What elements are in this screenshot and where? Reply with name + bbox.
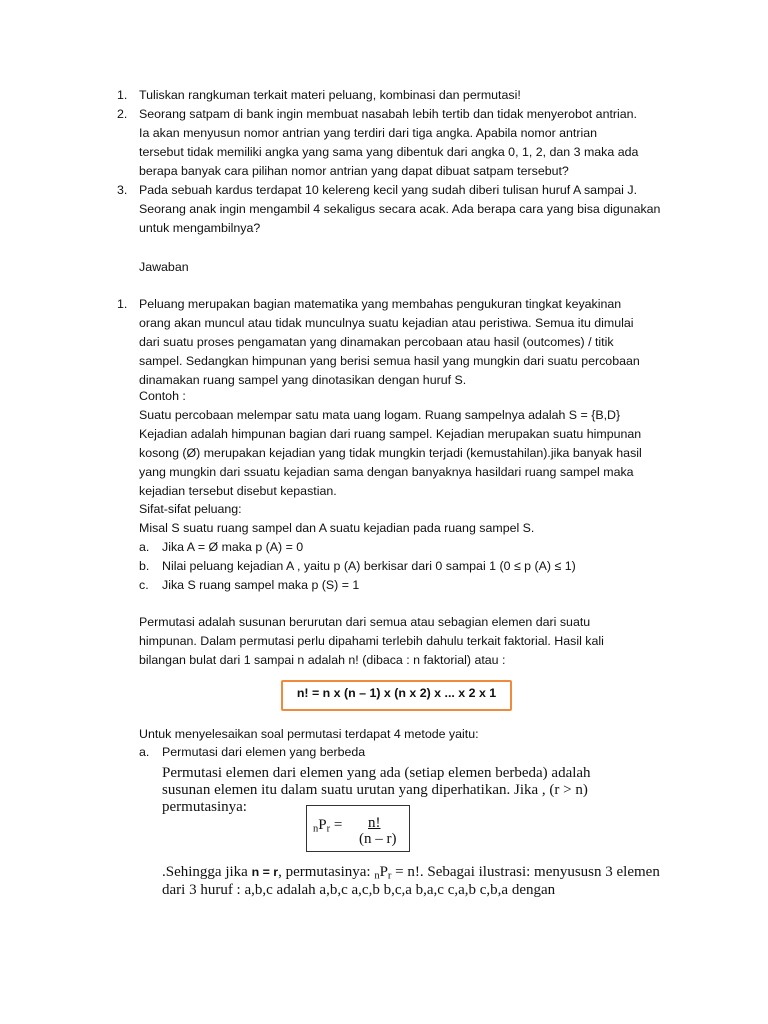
closing-line-2: dari 3 huruf : a,b,c adalah a,b,c a,c,b b,c,a b,a,c c,a,b c,b,a dengan: [162, 882, 556, 898]
question-2-line-2: Ia akan menyusun nomor antrian yang terdiri dari tiga angka. Apabila nomor antrian: [139, 126, 598, 140]
permutation-formula-denominator: (n – r): [359, 831, 397, 847]
question-2-number: 2.: [117, 107, 128, 121]
property-b-text: Nilai peluang kejadian A , yaitu p (A) berkisar dari 0 sampai 1 (0 ≤ p (A) ≤ 1): [162, 559, 576, 573]
answer-1-line-11: kejadian tersebut disebut kepastian.: [139, 484, 337, 498]
factorial-formula: n! = n x (n – 1) x (n x 2) x ... x 2 x 1: [296, 686, 497, 700]
metode-a-letter: a.: [139, 745, 150, 759]
question-3-line-3: untuk mengambilnya?: [139, 221, 261, 235]
permutasi-line-3: bilangan bulat dari 1 sampai n adalah n! (dibaca : n faktorial) atau :: [139, 653, 506, 667]
answer-1-line-13: Misal S suatu ruang sampel dan A suatu kejadian pada ruang sampel S.: [139, 521, 535, 535]
question-1-number: 1.: [117, 88, 128, 102]
answer-1-line-3: dari suatu proses pengamatan yang dinamakan percobaan atau hasil (outcomes) / titik: [139, 335, 614, 349]
answer-1-line-4: sampel. Sedangkan himpunan yang berisi semua hasil yang mungkin dari suatu percobaan: [139, 354, 640, 368]
property-b-letter: b.: [139, 559, 150, 573]
property-c-letter: c.: [139, 578, 149, 592]
properties-heading: Sifat-sifat peluang:: [139, 502, 242, 516]
closing-line-1: .Sehingga jika n = r, permutasinya: $_nP_r = n$!. Sebagai ilustrasi: menyususn 3 elemen: [162, 864, 660, 882]
question-2-line-1: Seorang satpam di bank ingin membuat nasabah lebih tertib dan tidak menyerobot antrian.: [139, 107, 638, 121]
example-label: Contoh :: [139, 389, 186, 403]
answer-1-line-1: Peluang merupakan bagian matematika yang membahas pengukuran tingkat keyakinan: [139, 297, 622, 311]
question-3-number: 3.: [117, 183, 128, 197]
answer-1-line-8: Kejadian adalah himpunan bagian dari ruang sampel. Kejadian merupakan suatu himpunan: [139, 427, 642, 441]
answer-1-number: 1.: [117, 297, 128, 311]
question-1-text: Tuliskan rangkuman terkait materi peluang, kombinasi dan permutasi!: [139, 88, 521, 102]
answer-heading: Jawaban: [139, 260, 189, 274]
question-2-line-3: tersebut tidak memiliki angka yang sama yang dibentuk dari angka 0, 1, 2, dan 3 maka ada: [139, 145, 639, 159]
serif-line-1: Permutasi elemen dari elemen yang ada (setiap elemen berbeda) adalah: [162, 765, 591, 781]
metode-intro: Untuk menyelesaikan soal permutasi terdapat 4 metode yaitu:: [139, 727, 479, 741]
answer-1-line-5: dinamakan ruang sampel yang dinotasikan dengan huruf S.: [139, 373, 467, 387]
serif-line-2: susunan elemen itu dalam suatu urutan yang diperhatikan. Jika , (r > n): [162, 782, 588, 798]
answer-1-line-7: Suatu percobaan melempar satu mata uang logam. Ruang sampelnya adalah S = {B,D}: [139, 408, 621, 422]
permutasi-line-2: himpunan. Dalam permutasi perlu dipahami terlebih dahulu terkait faktorial. Hasil kali: [139, 634, 604, 648]
property-c-text: Jika S ruang sampel maka p (S) = 1: [162, 578, 360, 592]
serif-line-3: permutasinya:: [162, 799, 247, 815]
permutation-formula-numerator: n!: [368, 815, 381, 831]
question-3-line-2: Seorang anak ingin mengambil 4 sekaligus secara acak. Ada berapa cara yang bisa digunakan: [139, 202, 661, 216]
answer-1-line-2: orang akan muncul atau tidak munculnya suatu kejadian atau peristiwa. Semua itu dimulai: [139, 316, 634, 330]
answer-1-line-10: yang mungkin dari ssuatu kejadian sama dengan banyaknya hasildari ruang sampel maka: [139, 465, 634, 479]
question-2-line-4: berapa banyak cara pilihan nomor antrian yang dapat dibuat satpam tersebut?: [139, 164, 569, 178]
property-a-text: Jika A = Ø maka p (A) = 0: [162, 540, 304, 554]
metode-a-text: Permutasi dari elemen yang berbeda: [162, 745, 366, 759]
question-3-line-1: Pada sebuah kardus terdapat 10 kelereng kecil yang sudah diberi tulisan huruf A sampai J.: [139, 183, 638, 197]
permutation-formula-lhs: $_nP_r$ =: [313, 817, 343, 835]
answer-1-line-9: kosong (Ø) merupakan kejadian yang tidak mungkin terjadi (kemustahilan).jika banyak hasil: [139, 446, 642, 460]
property-a-letter: a.: [139, 540, 150, 554]
permutasi-line-1: Permutasi adalah susunan berurutan dari semua atau sebagian elemen dari suatu: [139, 615, 591, 629]
